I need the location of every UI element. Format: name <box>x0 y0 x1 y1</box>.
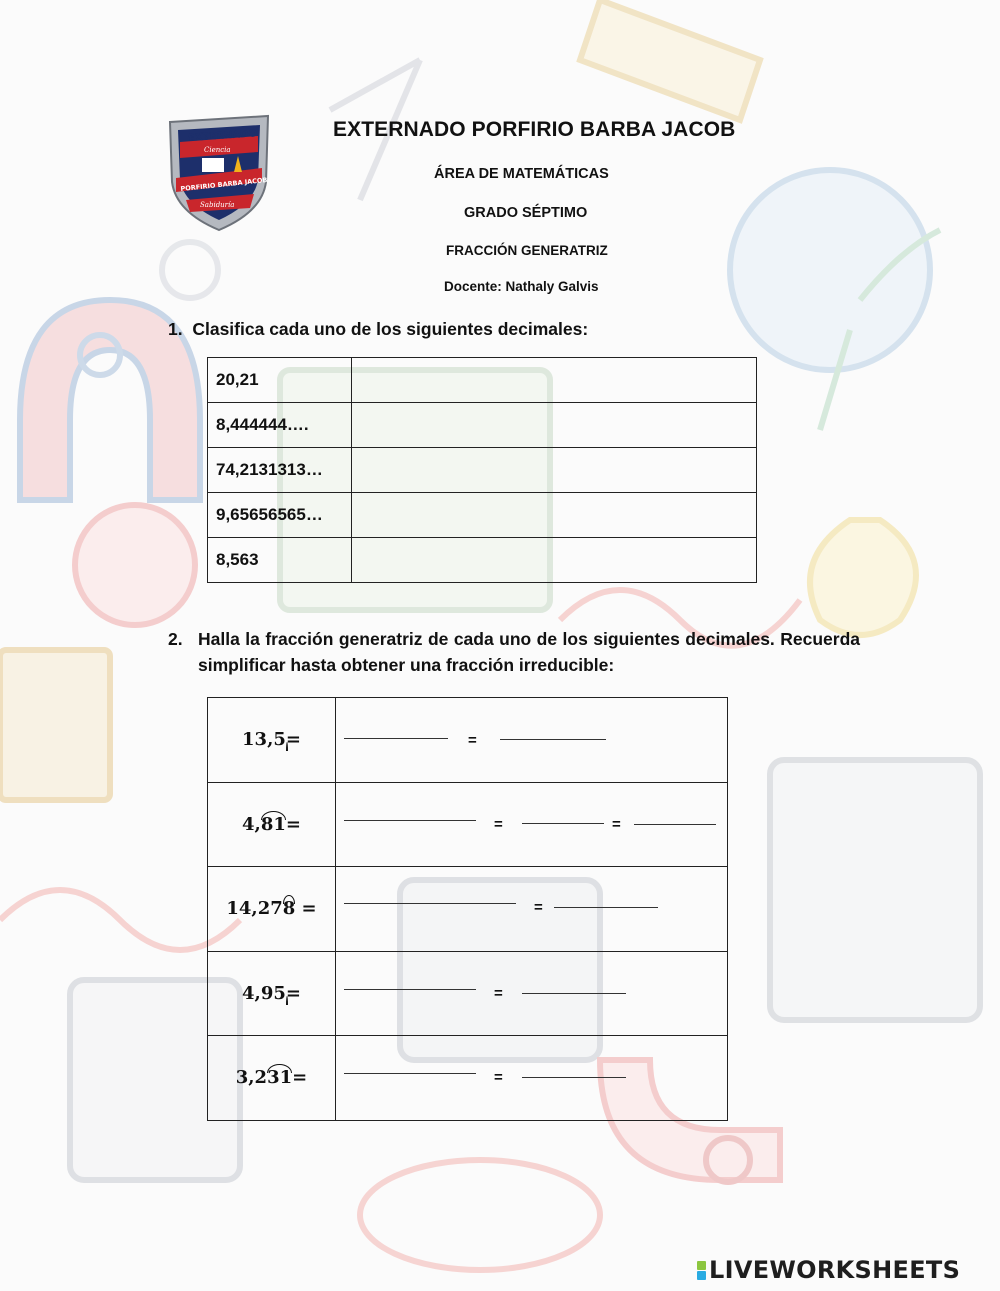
table-row <box>208 698 728 783</box>
answer-line[interactable] <box>344 738 448 739</box>
table-row <box>208 448 757 493</box>
book-icon <box>202 158 224 172</box>
answer-input-cell[interactable] <box>352 538 757 583</box>
table-row <box>208 358 757 403</box>
logo-ribbon-2: PORFIRIO BARBA JACOB <box>180 175 268 194</box>
answer-line[interactable] <box>500 739 606 740</box>
decimal-label: 14,278 = <box>208 867 336 952</box>
decimal-label: 13,5= <box>208 698 336 783</box>
decimal-label: 4,81= <box>208 782 336 867</box>
answer-line[interactable] <box>344 1073 476 1074</box>
answer-input-cell[interactable] <box>352 493 757 538</box>
decimal-cell: 74,2131313… <box>208 448 352 493</box>
liveworksheets-watermark <box>697 1256 960 1284</box>
equals-sign: = <box>494 815 503 833</box>
topic-label: FRACCIÓN GENERATRIZ <box>446 243 608 258</box>
answer-line[interactable] <box>344 903 516 904</box>
answer-cell <box>336 698 728 783</box>
answer-input-cell[interactable] <box>352 358 757 403</box>
decimal-cell: 8,444444…. <box>208 403 352 448</box>
question-1-number: 1. <box>168 319 183 339</box>
table-row <box>208 951 728 1036</box>
fraction-table <box>207 697 728 1121</box>
decimal-label: 3,231= <box>208 1036 336 1121</box>
area-label: ÁREA DE MATEMÁTICAS <box>434 166 609 182</box>
question-2-text: Halla la fracción generatriz de cada uno de los siguientes decimales. Recuerda simplificar hasta obtener una fracción irreducible: <box>198 629 860 675</box>
decimal-label: 4,95= <box>208 951 336 1036</box>
decimal-cell: 9,65656565… <box>208 493 352 538</box>
answer-line[interactable] <box>522 993 626 994</box>
answer-line[interactable] <box>522 1077 626 1078</box>
equals-sign: = <box>494 1069 503 1086</box>
answer-input-cell[interactable] <box>352 403 757 448</box>
table-row <box>208 403 757 448</box>
logo-top-text: EXTERNADO <box>187 128 258 145</box>
table-row <box>208 538 757 583</box>
table-row <box>208 867 728 952</box>
answer-line[interactable] <box>344 989 476 990</box>
equals-sign: = <box>494 984 503 1002</box>
question-1 <box>168 316 588 342</box>
equals-sign: = <box>468 732 477 749</box>
table-row <box>208 1036 728 1121</box>
equals-sign: = <box>612 815 621 833</box>
teacher-label: Docente: Nathaly Galvis <box>444 279 599 294</box>
answer-cell <box>336 867 728 952</box>
school-title: EXTERNADO PORFIRIO BARBA JACOB <box>333 118 736 141</box>
answer-line[interactable] <box>344 820 476 821</box>
decimal-cell: 20,21 <box>208 358 352 403</box>
answer-line[interactable] <box>522 823 604 824</box>
answer-input-cell[interactable] <box>352 448 757 493</box>
classify-table <box>207 357 757 583</box>
decimal-cell: 8,563 <box>208 538 352 583</box>
question-2-number: 2. <box>168 629 183 649</box>
answer-line[interactable] <box>554 907 658 908</box>
logo-ribbon-1: Ciencia <box>204 146 231 154</box>
table-row <box>208 782 728 867</box>
answer-cell <box>336 951 728 1036</box>
school-shield-logo <box>166 112 272 232</box>
answer-cell <box>336 1036 728 1121</box>
answer-line[interactable] <box>634 824 716 825</box>
question-2 <box>168 626 860 678</box>
logo-ribbon-3: Sabiduría <box>200 201 235 209</box>
question-1-text: Clasifica cada uno de los siguientes decimales: <box>192 319 589 339</box>
equals-sign: = <box>534 899 543 916</box>
liveworksheets-logo-icon <box>697 1261 706 1280</box>
watermark-text: LIVEWORKSHEETS <box>709 1256 961 1284</box>
table-row <box>208 493 757 538</box>
answer-cell <box>336 782 728 867</box>
grade-label: GRADO SÉPTIMO <box>464 205 588 221</box>
